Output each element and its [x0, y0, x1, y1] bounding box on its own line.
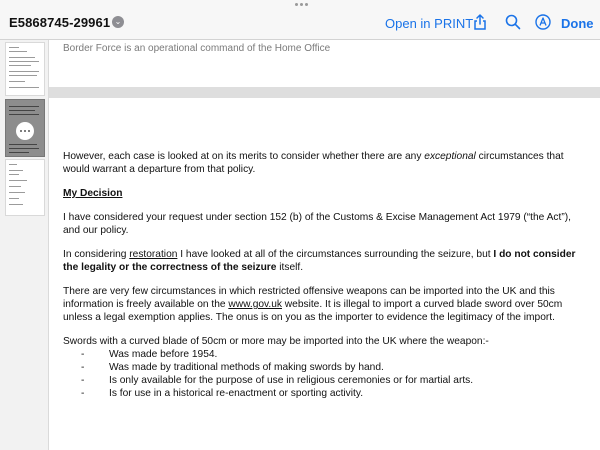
page-2: [49, 98, 600, 450]
open-in-print-button[interactable]: Open in PRINT: [385, 16, 474, 31]
paragraph-2: I have considered your request under section 152 (b) of the Customs & Excise Management Act 1979 (“the Act”), and our policy.: [63, 212, 571, 236]
chevron-down-icon[interactable]: ⌄: [112, 16, 124, 28]
document-viewer[interactable]: [49, 40, 600, 450]
share-icon[interactable]: [471, 13, 489, 31]
page-thumbnail-1[interactable]: [6, 43, 44, 95]
conditions-list: [63, 348, 583, 400]
page-thumbnail-2[interactable]: [6, 100, 44, 156]
page-1: [49, 40, 600, 87]
page-footer: Border Force is an operational command of the Home Office: [63, 43, 331, 54]
section-heading: My Decision: [63, 188, 123, 199]
restoration-link[interactable]: restoration: [129, 249, 178, 260]
done-button[interactable]: Done: [561, 16, 594, 31]
paragraph-5: Swords with a curved blade of 50cm or more may be imported into the UK where the weapon:-: [63, 336, 489, 347]
toolbar: [0, 0, 600, 40]
list-item: - Is only available for the purpose of use in religious ceremonies or for martial arts.: [81, 375, 474, 386]
paragraph-4: There are very few circumstances in which restricted offensive weapons can be imported into the UK and this information is freely available on the www.gov.uk website. It is illegal to import a curved blade sword over 50cm unless a legal exemption applies. The onus is on you as the importer to evidence the legitimacy of the import.: [63, 286, 563, 323]
page-thumbnail-3[interactable]: [6, 160, 44, 215]
page-thumbnail-sidebar: [0, 40, 49, 450]
paragraph-1: However, each case is looked at on its merits to consider whether there are any exceptional circumstances that would warrant a departure from that policy.: [63, 151, 564, 175]
list-item: - Is for use in a historical re-enactment or sporting activity.: [81, 388, 364, 399]
more-icon[interactable]: [16, 122, 34, 140]
gov-uk-link[interactable]: www.gov.uk: [228, 299, 282, 310]
search-icon[interactable]: [504, 13, 522, 31]
letter-body: [63, 150, 583, 400]
markup-icon[interactable]: [534, 13, 552, 31]
list-item: - Was made by traditional methods of making swords by hand.: [81, 362, 384, 373]
document-title[interactable]: E5868745-29961: [9, 15, 111, 30]
paragraph-3: In considering restoration I have looked at all of the circumstances surrounding the seizure, but I do not consider the legality or the correctness of the seizure itself.: [63, 249, 576, 273]
list-item: - Was made before 1954.: [81, 349, 218, 360]
more-options-grabber[interactable]: [294, 3, 308, 8]
